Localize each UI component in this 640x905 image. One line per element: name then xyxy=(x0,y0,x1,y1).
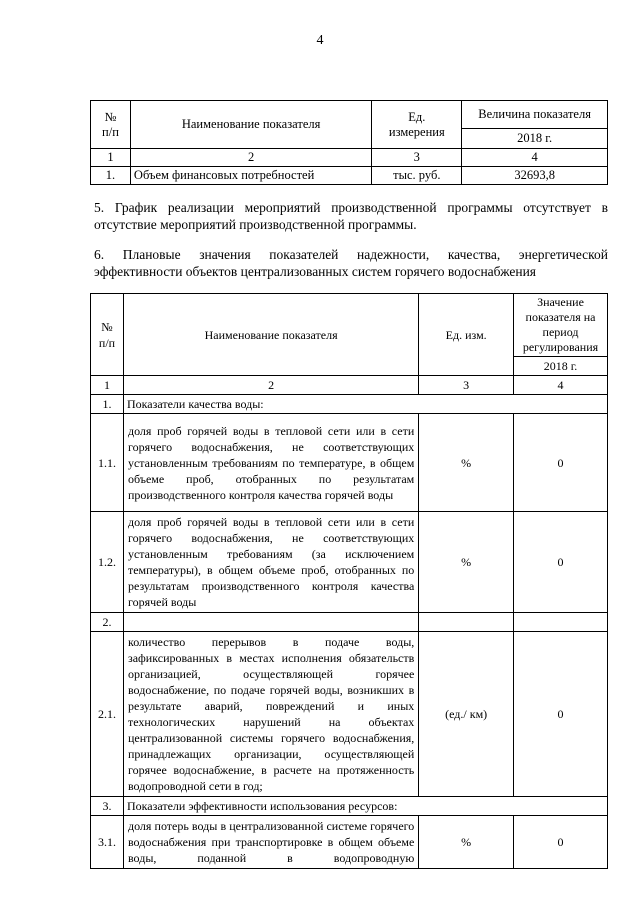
colnum: 3 xyxy=(372,149,462,167)
page-number: 4 xyxy=(316,33,324,48)
section-6-line-1: 6. Плановые значения показателей надежности, качества, энергетической xyxy=(94,247,608,262)
section-5-line-2: отсутствие мероприятий производственной программы. xyxy=(94,217,417,232)
header-name: Наименование показателя xyxy=(123,294,418,376)
row-value: 0 xyxy=(514,816,608,869)
row-num: 3. xyxy=(91,797,124,816)
colnum: 3 xyxy=(419,376,514,395)
section-row xyxy=(91,613,608,632)
colnum: 1 xyxy=(91,149,131,167)
row-name: доля проб горячей воды в тепловой сети или в сети горячего водоснабжения, не соответствующих установленным требованиям по температуре, в общем объеме проб, отобранных по результатам производственного контроля качества горячей воды xyxy=(123,414,418,512)
section-title: Показатели эффективности использования ресурсов: xyxy=(123,797,607,816)
row-unit: (ед./ км) xyxy=(419,632,514,797)
row-value: 0 xyxy=(514,414,608,512)
empty-cell xyxy=(514,613,608,632)
financial-needs-table xyxy=(90,100,608,185)
row-num: 1.1. xyxy=(91,414,124,512)
section-row xyxy=(91,797,608,816)
header-value: Значение показателя на период регулирования xyxy=(514,294,608,357)
row-num: 2.1. xyxy=(91,632,124,797)
section-5-paragraph xyxy=(94,199,608,233)
header-year: 2018 г. xyxy=(462,129,608,149)
colnum: 4 xyxy=(514,376,608,395)
row-name: количество перерывов в подаче воды, зафиксированных в местах исполнения обязательств организацией, осуществляющей горячее водоснабжение, по подаче горячей воды, возникших в результате аварий, повреждений и иных технологических нарушений на объектах централизованной системы горячего водоснабжения, принадлежащих организации, осуществляющей горячее водоснабжение, в расчете на протяженность водопроводной сети в год; xyxy=(123,632,418,797)
row-unit: % xyxy=(419,816,514,869)
row-name: доля проб горячей воды в тепловой сети или в сети горячего водоснабжения, не соответствующих установленным требованиям (за исключением температуры), в общем объеме проб, отобранных по результатам производственного контроля качества горячей воды xyxy=(123,512,418,613)
row-name: доля потерь воды в централизованной системе горячего водоснабжения при транспортировке в общем объеме воды, поданной в водопроводную xyxy=(123,816,418,869)
header-year: 2018 г. xyxy=(514,357,608,376)
indicators-table xyxy=(90,293,608,869)
row-value: 32693,8 xyxy=(462,167,608,185)
row-unit: % xyxy=(419,414,514,512)
colnum: 2 xyxy=(130,149,371,167)
section-title: Показатели качества воды: xyxy=(123,395,607,414)
table-row xyxy=(91,414,608,512)
colnum: 1 xyxy=(91,376,124,395)
section-title xyxy=(123,613,418,632)
row-num: 1.2. xyxy=(91,512,124,613)
header-name: Наименование показателя xyxy=(130,101,371,149)
row-num: 1. xyxy=(91,167,131,185)
header-num: № п/п xyxy=(91,101,131,149)
table-row xyxy=(91,816,608,869)
header-unit: Ед. изм. xyxy=(419,294,514,376)
table-row xyxy=(91,167,608,185)
row-value: 0 xyxy=(514,512,608,613)
table-row xyxy=(91,512,608,613)
header-num: № п/п xyxy=(91,294,124,376)
section-row xyxy=(91,395,608,414)
empty-cell xyxy=(419,613,514,632)
section-5-line-1: 5. График реализации мероприятий производственной программы отсутствует в xyxy=(94,200,608,215)
row-unit: тыс. руб. xyxy=(372,167,462,185)
section-6-heading xyxy=(94,246,608,280)
row-num: 2. xyxy=(91,613,124,632)
row-name: Объем финансовых потребностей xyxy=(130,167,371,185)
header-unit: Ед. измерения xyxy=(372,101,462,149)
row-value: 0 xyxy=(514,632,608,797)
colnum: 4 xyxy=(462,149,608,167)
row-num: 3.1. xyxy=(91,816,124,869)
header-value: Величина показателя xyxy=(462,101,608,129)
section-6-line-2: эффективности объектов централизованных систем горячего водоснабжения xyxy=(94,264,536,279)
table-row xyxy=(91,632,608,797)
row-unit: % xyxy=(419,512,514,613)
row-num: 1. xyxy=(91,395,124,414)
colnum: 2 xyxy=(123,376,418,395)
